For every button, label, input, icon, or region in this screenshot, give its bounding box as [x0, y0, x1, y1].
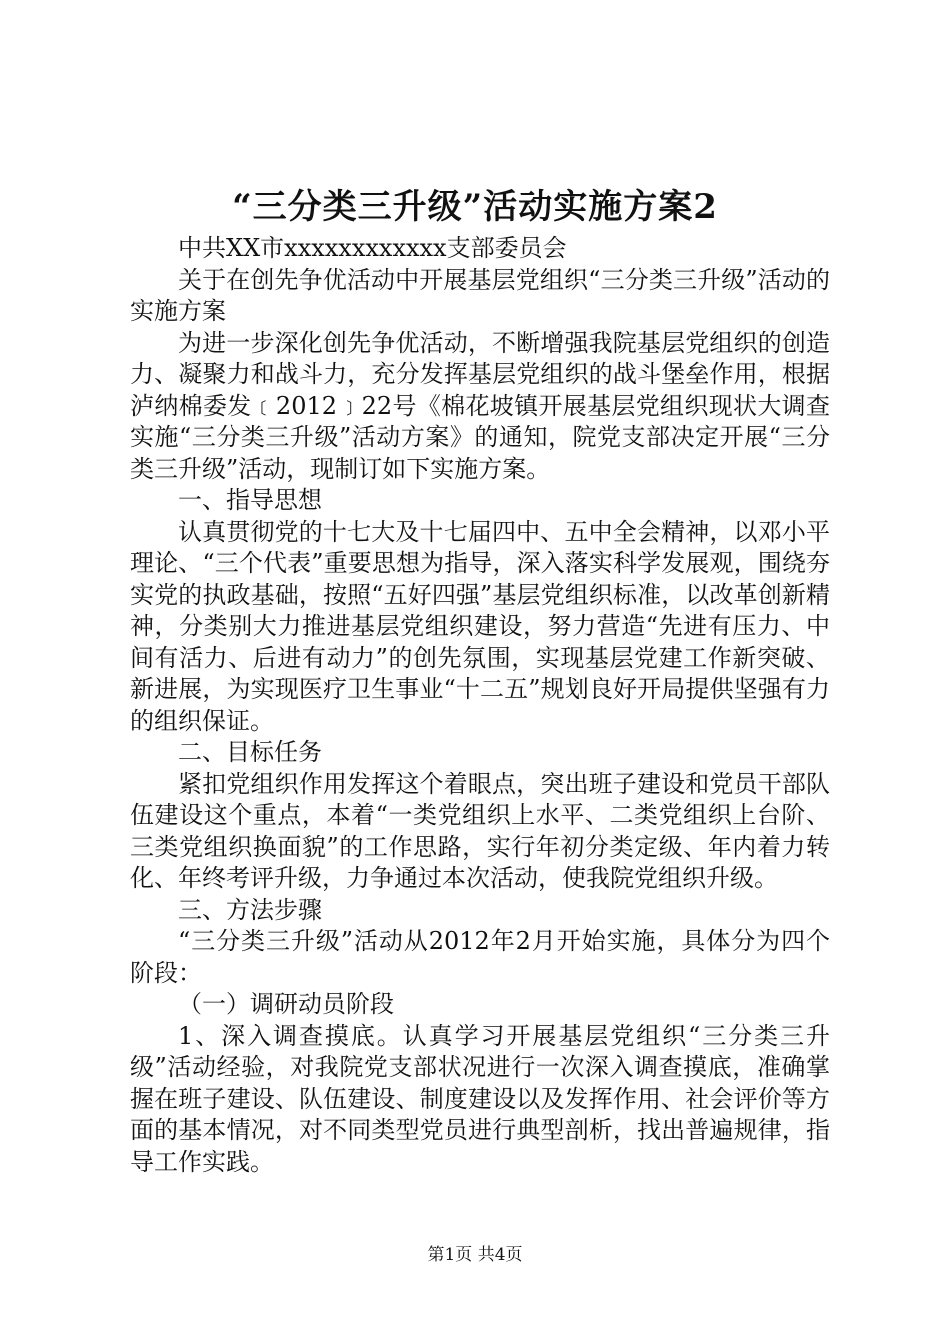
- guiding-thought-paragraph: 认真贯彻党的十七大及十七届四中、五中全会精神，以邓小平理论、“三个代表”重要思想为指导，深入落实科学发展观，围绕夯实党的执政基础，按照“五好四强”基层党组织标准，以改革创新精神，分类别大力推进基层党组织建设，努力营造“先进有压力、中间有活力、后进有动力”的创先氛围，实现基层党建工作新突破、新进展，为实现医疗卫生事业“十二五”规划良好开局提供坚强有力的组织保证。: [130, 517, 830, 735]
- page-footer: 第1页 共4页: [427, 1245, 523, 1265]
- subsection-heading-research: （一）调研动员阶段: [178, 990, 394, 1018]
- goals-paragraph: 紧扣党组织作用发挥这个着眼点，突出班子建设和党员干部队伍建设这个重点，本着“一类党组织上水平、二类党组织上台阶、三类党组织换面貌”的工作思路，实行年初分类定级、年内着力转化、年终考评升级，力争通过本次活动，使我院党组织升级。: [130, 769, 830, 892]
- methods-paragraph: “三分类三升级”活动从2012年2月开始实施，具体分为四个阶段：: [130, 927, 830, 987]
- subtitle-paragraph: 关于在创先争优活动中开展基层党组织“三分类三升级”活动的实施方案: [130, 265, 830, 325]
- document-title: “三分类三升级”活动实施方案2: [232, 187, 718, 227]
- section-heading-goals: 二、目标任务: [178, 738, 322, 766]
- section-heading-methods: 三、方法步骤: [178, 895, 322, 924]
- document-body: [130, 233, 830, 1178]
- research-paragraph: 1、深入调查摸底。认真学习开展基层党组织“三分类三升级”活动经验，对我院党支部状况进行一次深入调查摸底，准确掌握在班子建设、队伍建设、制度建设以及发挥作用、社会评价等方面的基本情况，对不同类型党员进行典型剖析，找出普遍规律，指导工作实践。: [130, 1021, 830, 1176]
- org-name-paragraph: 中共XX市xxxxxxxxxxxx支部委员会: [178, 234, 567, 262]
- intro-paragraph: 为进一步深化创先争优活动，不断增强我院基层党组织的创造力、凝聚力和战斗力，充分发挥基层党组织的战斗堡垒作用，根据泸纳棉委发﹝2012﹞22号《棉花坡镇开展基层党组织现状大调查实施“三分类三升级”活动方案》的通知，院党支部决定开展“三分类三升级”活动，现制订如下实施方案。: [130, 328, 830, 483]
- section-heading-guiding-thought: 一、指导思想: [178, 486, 322, 514]
